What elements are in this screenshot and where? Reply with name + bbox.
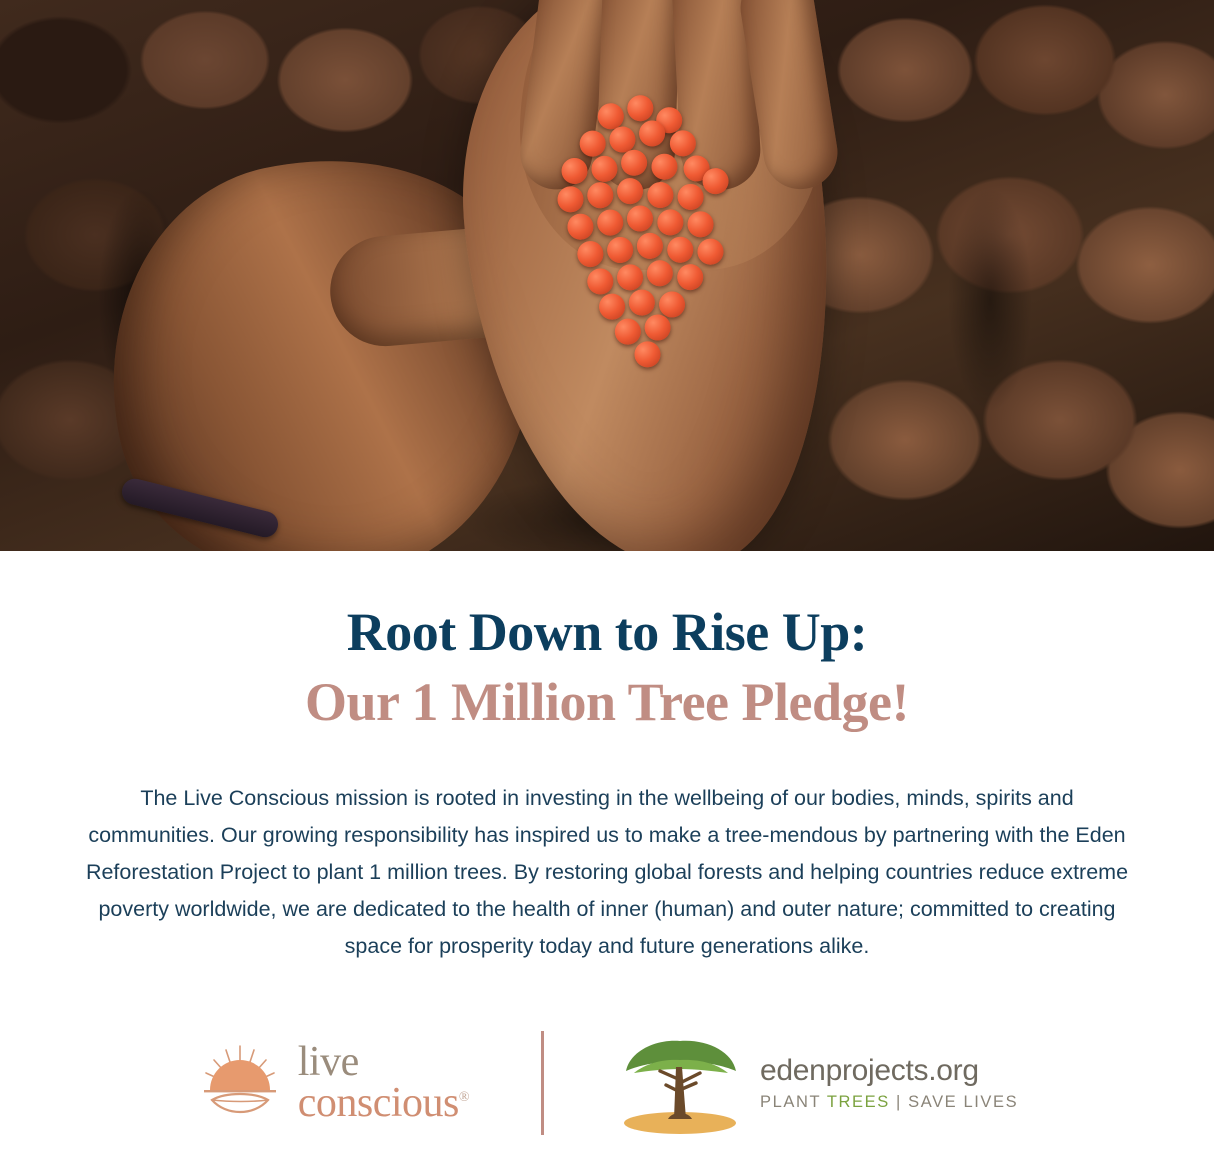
logo-word-conscious-text: conscious: [297, 1080, 459, 1127]
acacia-tree-icon: [616, 1031, 744, 1135]
eden-tagline-plant: PLANT: [760, 1092, 827, 1111]
logo-row: [60, 1031, 1154, 1135]
page-title: Root Down to Rise Up:: [346, 602, 868, 662]
page-subtitle: Our 1 Million Tree Pledge!: [305, 671, 909, 732]
eden-tagline: [760, 1093, 1018, 1112]
seed-cluster: [539, 88, 758, 376]
hero-image: [0, 0, 1214, 551]
live-conscious-logo[interactable]: [196, 1040, 541, 1126]
live-conscious-wordmark: [297, 1039, 470, 1127]
content-section: [0, 551, 1214, 1135]
mission-paragraph: The Live Conscious mission is rooted in investing in the wellbeing of our bodies, minds, spirits and communities. Our growing responsibility has inspired us to make a tree-mendous by partnering with the Eden Reforestation Project to plant 1 million trees. By restoring global forests and helping countries reduce extreme poverty worldwide, we are dedicated to the health of inner (human) and outer nature; committed to creating space for prosperity today and future generations alike.: [85, 786, 1129, 959]
registered-mark: ®: [458, 1090, 470, 1106]
eden-tagline-save: | SAVE LIVES: [889, 1092, 1019, 1111]
sunrise-leaf-icon: [196, 1040, 284, 1126]
logo-word-live: live: [297, 1039, 359, 1086]
eden-title: edenprojects.org: [760, 1054, 979, 1088]
eden-wordmark: [760, 1055, 1018, 1112]
logo-word-conscious: [297, 1080, 470, 1127]
eden-tagline-trees: TREES: [826, 1092, 890, 1111]
eden-projects-logo[interactable]: [544, 1031, 1018, 1135]
